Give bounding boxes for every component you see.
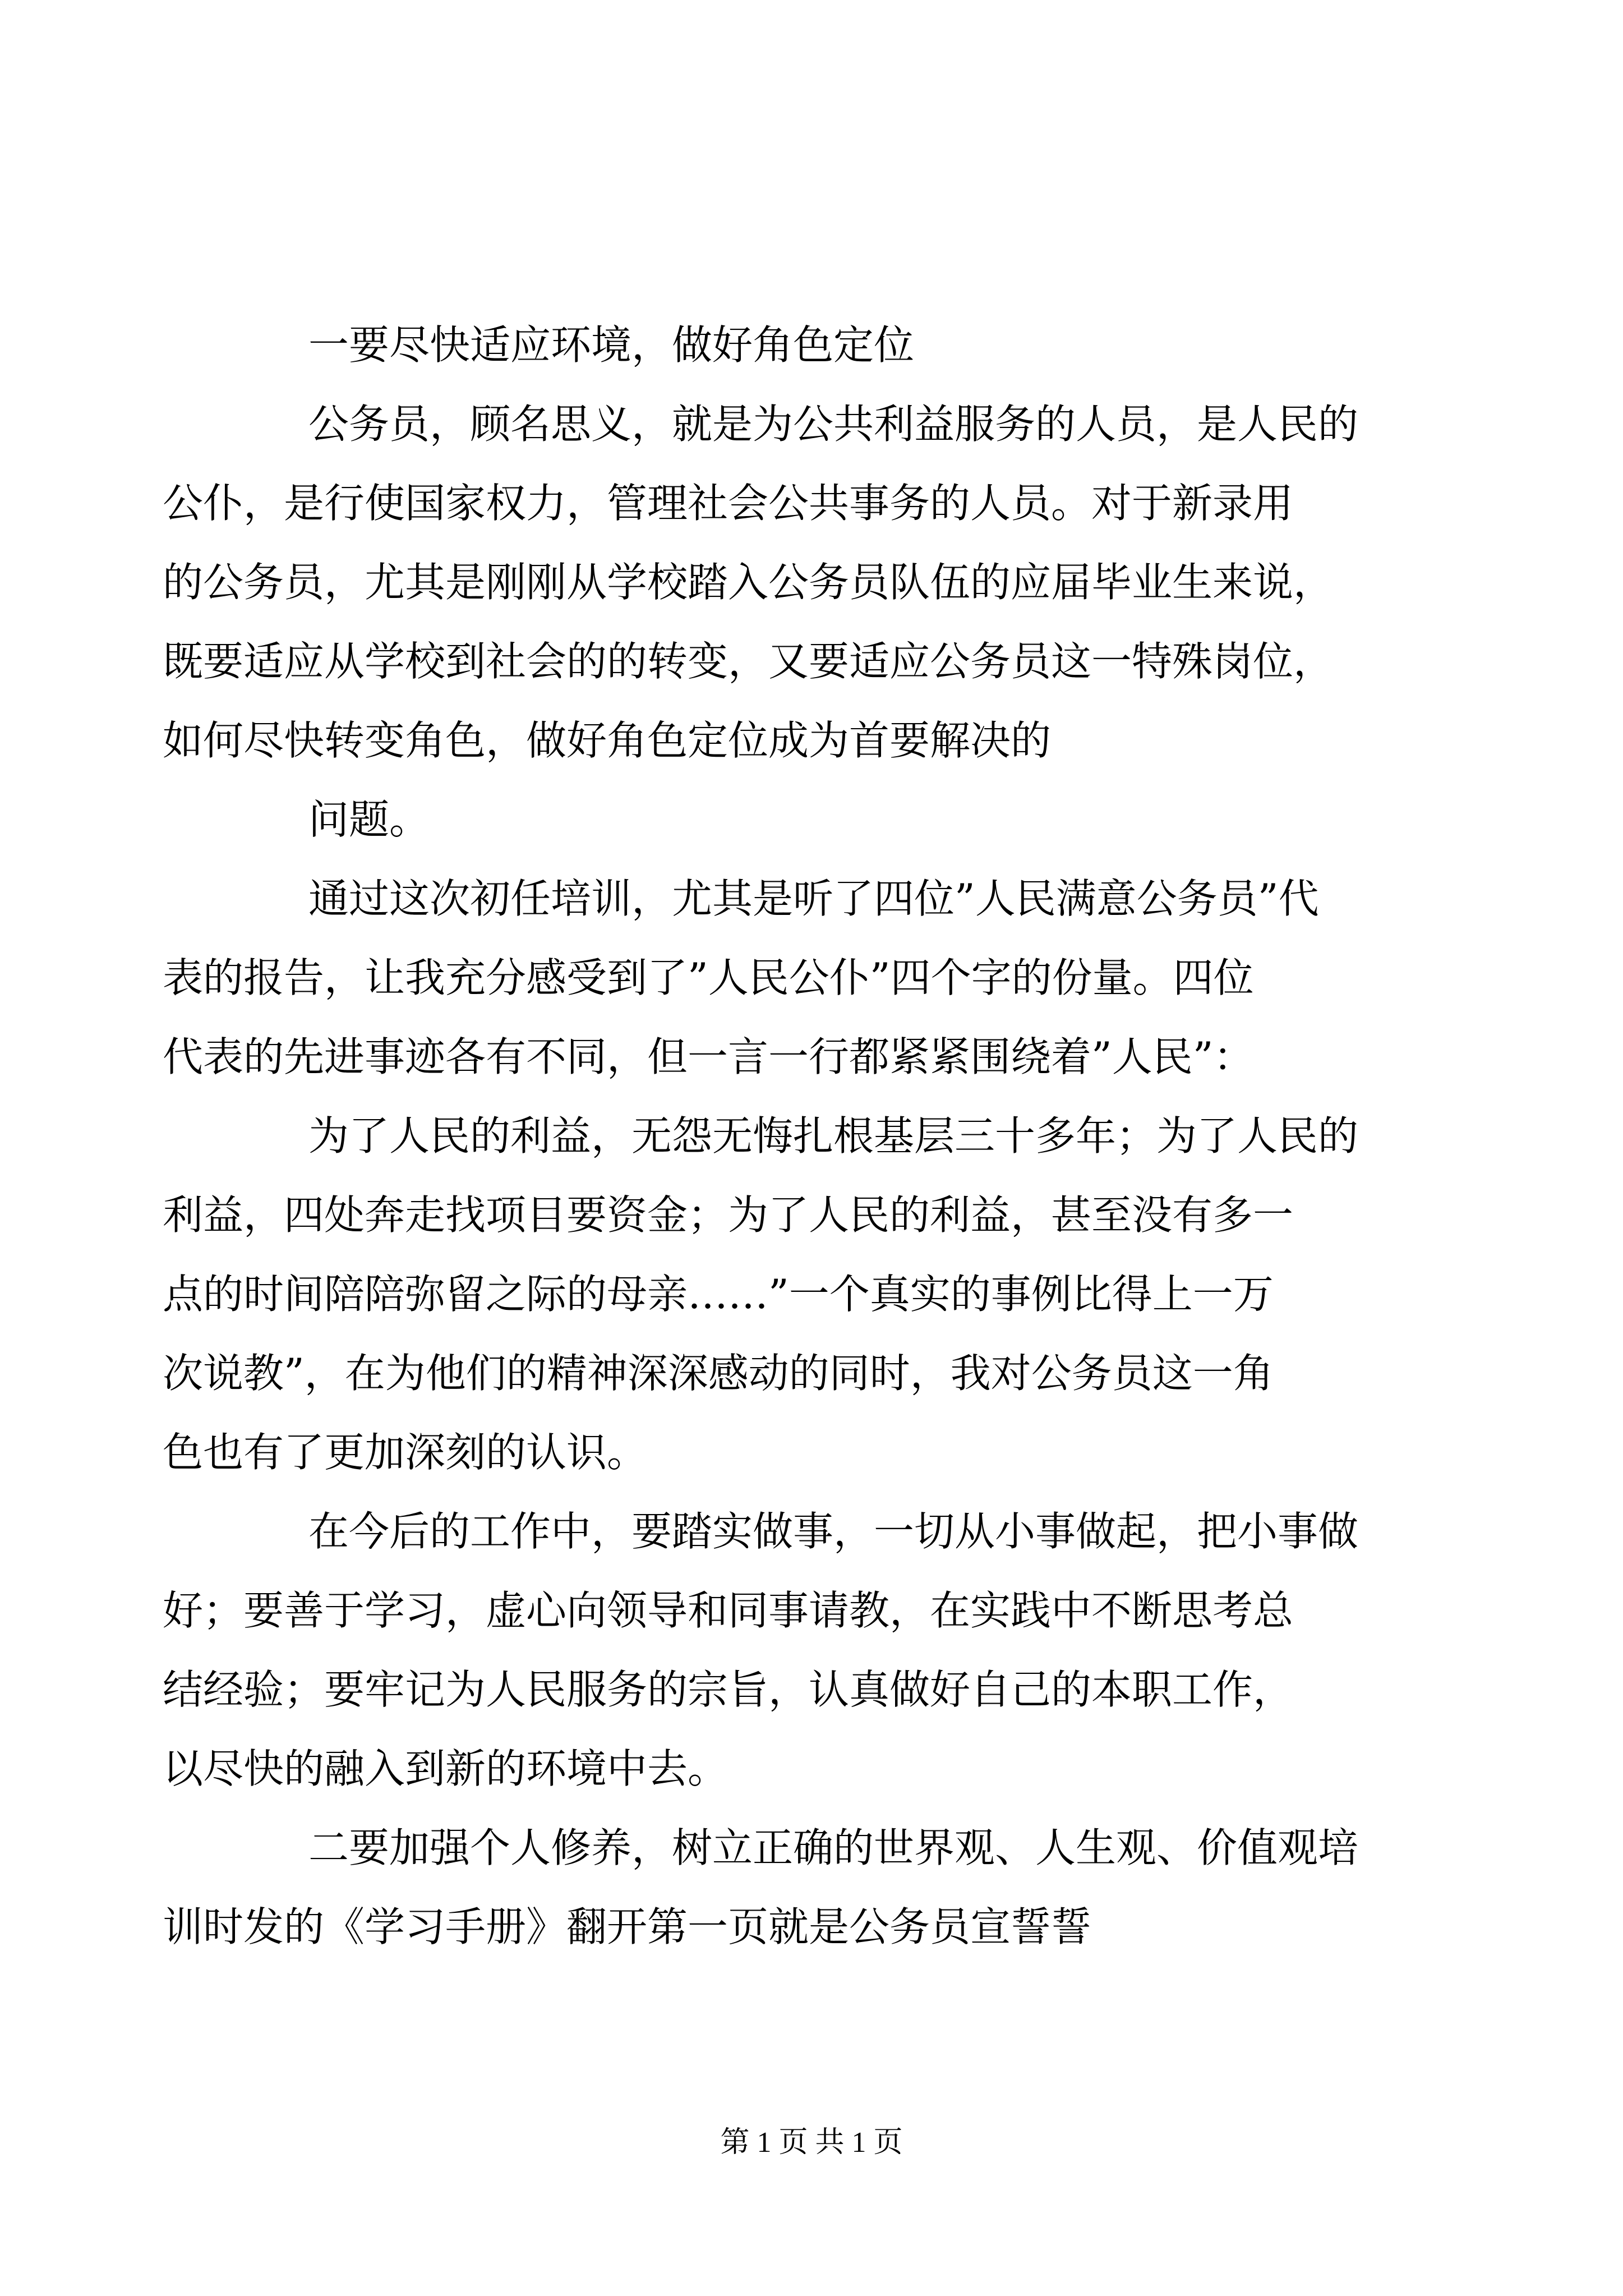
document-body — [163, 306, 1419, 1967]
text-line: 好；要善于学习，虚心向领导和同事请教，在实践中不断思考总 — [163, 1587, 1294, 1634]
text-line: 点的时间陪陪弥留之际的母亲……”一个真实的事例比得上一万 — [163, 1271, 1274, 1318]
text-line: 在今后的工作中，要踏实做事，一切从小事做起，把小事做 — [308, 1508, 1359, 1555]
text-line: 训时发的《学习手册》翻开第一页就是公务员宣誓誓 — [163, 1903, 1092, 1950]
text-line: 色也有了更加深刻的认识。 — [163, 1429, 648, 1476]
text-line: 通过这次初任培训，尤其是听了四位”人民满意公务员”代 — [308, 875, 1319, 922]
text-line: 代表的先进事迹各有不同，但一言一行都紧紧围绕着”人民”： — [163, 1033, 1254, 1080]
text-line: 表的报告，让我充分感受到了”人民公仆”四个字的份量。四位 — [163, 954, 1254, 1001]
text-line: 问题。 — [308, 796, 430, 843]
text-line: 一要尽快适应环境，做好角色定位 — [308, 321, 915, 369]
text-line: 利益，四处奔走找项目要资金；为了人民的利益，甚至没有多一 — [163, 1191, 1294, 1239]
page-footer: 第 1 页 共 1 页 — [720, 2127, 903, 2159]
text-line: 结经验；要牢记为人民服务的宗旨，认真做好自己的本职工作， — [163, 1666, 1294, 1713]
text-line: 如何尽快转变角色，做好角色定位成为首要解决的 — [163, 717, 1052, 764]
text-line: 二要加强个人修养，树立正确的世界观、人生观、价值观培 — [308, 1824, 1359, 1871]
text-line: 以尽快的融入到新的环境中去。 — [163, 1745, 728, 1792]
text-line: 次说教”，在为他们的精神深深感动的同时，我对公务员这一角 — [163, 1350, 1274, 1397]
text-line: 为了人民的利益，无怨无悔扎根基层三十多年；为了人民的 — [308, 1112, 1359, 1159]
text-line: 公仆，是行使国家权力，管理社会公共事务的人员。对于新录用 — [163, 480, 1294, 527]
text-line: 既要适应从学校到社会的的转变，又要适应公务员这一特殊岗位， — [163, 638, 1334, 685]
text-line: 的公务员，尤其是刚刚从学校踏入公务员队伍的应届毕业生来说， — [163, 559, 1334, 606]
text-line: 公务员，顾名思义，就是为公共利益服务的人员，是人民的 — [308, 401, 1359, 448]
